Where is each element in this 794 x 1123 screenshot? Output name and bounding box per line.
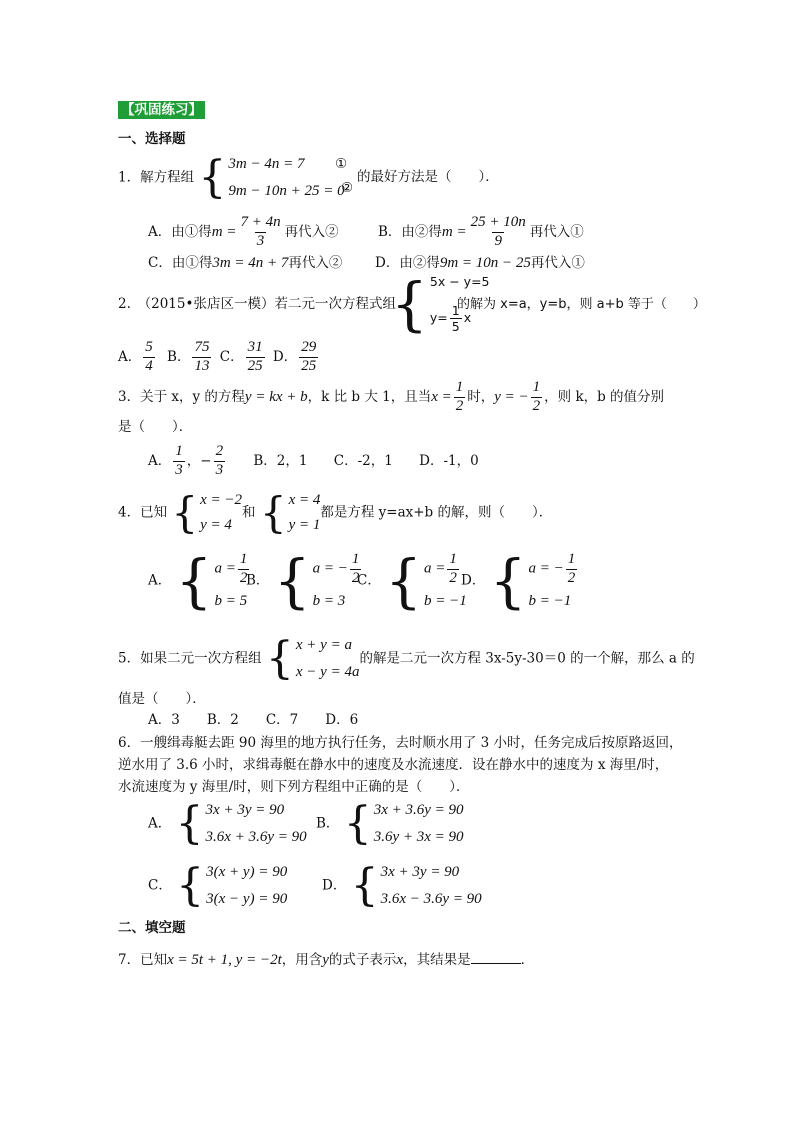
- q2-option-c-fraction: [246, 340, 265, 375]
- q3-equation: y = kx + b: [244, 388, 308, 405]
- fraction-denominator: 2: [449, 569, 457, 586]
- fraction-denominator: 2: [455, 397, 464, 414]
- q7-end: ．: [520, 952, 535, 968]
- q4-option-d: [461, 547, 579, 615]
- fraction-numerator: 1: [239, 551, 248, 567]
- fraction-numerator: 25 + 10n: [470, 214, 526, 230]
- a-eq: a = −: [528, 560, 564, 577]
- system-line-1: [529, 552, 580, 587]
- q4-option-c-label: C．: [357, 572, 381, 589]
- system-lines: [379, 864, 482, 908]
- q2-prefix: 2. （2015•张店区一模）若二元一次方程式组: [118, 296, 396, 312]
- fraction-denominator: 3: [175, 461, 183, 478]
- q2-brace: {: [391, 270, 428, 338]
- brace: {: [175, 547, 213, 615]
- q1-equation-2: 9m − 10n + 25 = 0: [228, 182, 345, 199]
- practice-heading: [118, 104, 205, 118]
- q7-var-x: x: [396, 952, 404, 968]
- q4-s2-eq1: x = 4: [288, 492, 321, 508]
- fraction-numerator: 1: [567, 551, 576, 567]
- q2-eq2-lhs: y=: [429, 309, 448, 325]
- system-line-1: 3x + 3.6y = 90: [373, 802, 464, 818]
- fraction-denominator: 2: [239, 569, 248, 586]
- q6-option-c-system: [176, 860, 288, 911]
- fraction-numerator: 75: [194, 339, 210, 355]
- system-line-2: b = −1: [424, 592, 467, 609]
- q7-mid2: 的式子表示: [328, 952, 397, 968]
- q6-option-c-label: C．: [148, 877, 172, 894]
- q6-line-2: 逆水用了 3.6 小时，求缉毒艇在静水中的速度及水流速度．设在静水中的速度为 x 海里/时，: [118, 757, 669, 773]
- q4-system-1: [171, 488, 243, 537]
- q3-suffix: ，则 k，b 的值分别: [544, 388, 665, 405]
- system-line-2: b = −1: [528, 592, 572, 609]
- q5-eq2: x − y = 4a: [295, 663, 360, 680]
- q2-equation-1: 5x − y=5: [429, 274, 490, 289]
- q6-line-1: 6．一艘缉毒艇去距 90 海里的地方执行任务，去时顺水用了 3 小时，任务完成后按原路返回，: [118, 735, 683, 751]
- q6-option-b: [316, 798, 464, 849]
- q4-brace-1: {: [171, 488, 199, 537]
- system-line-1: [313, 552, 364, 587]
- fraction-numerator: 1: [455, 379, 464, 395]
- brace: {: [175, 798, 204, 849]
- q1-option-d-label: D．由②得: [375, 255, 440, 271]
- q6-option-a: [148, 798, 307, 849]
- brace: {: [343, 798, 372, 849]
- q4-s1-eq1: x = −2: [200, 492, 243, 508]
- q3-y-fraction: [531, 380, 543, 415]
- q1-suffix: 的最好方法是（ ）．: [357, 169, 499, 185]
- fraction-denominator: 9: [494, 232, 502, 249]
- q1-option-c: [148, 256, 342, 271]
- fraction-denominator: 5: [451, 318, 460, 334]
- q1-mark-1: ①: [335, 156, 348, 172]
- system-lines: [527, 552, 580, 610]
- q4-option-b-system: [273, 547, 364, 615]
- q1-option-c-label: C．由①得: [148, 255, 213, 271]
- fraction-numerator: 1: [351, 551, 360, 567]
- q4-option-b: [246, 547, 363, 615]
- q1-option-d-math: 9m = 10n − 25: [439, 255, 531, 271]
- a-eq: a =: [424, 560, 446, 577]
- q5-suffix: 的解是二元一次方程 3x-5y-30＝0 的一个解，那么 a 的: [359, 650, 695, 667]
- fraction: [566, 552, 578, 587]
- q2-option-d-fraction: [299, 340, 318, 375]
- section-fill-title: 二、填空题: [118, 920, 186, 936]
- fraction-denominator: 2: [532, 397, 541, 414]
- q6-option-d-system: [350, 860, 482, 911]
- q1-number: 1．: [118, 169, 141, 186]
- q2-option-b-label: B．: [167, 348, 191, 365]
- q6-option-c: [148, 860, 288, 911]
- fraction-numerator: 1: [175, 443, 183, 459]
- q3-options: [148, 444, 479, 479]
- q1-equation-1: 3m − 4n = 7: [228, 156, 305, 172]
- q1-prefix: 解方程组: [140, 169, 195, 186]
- system-line-1: 3(x + y) = 90: [206, 864, 288, 880]
- q1-option-b-post: 再代入①: [529, 223, 584, 240]
- q3-x-fraction: [454, 380, 466, 415]
- fraction-denominator: 2: [351, 569, 360, 586]
- q3-option-a-sep: ，−: [186, 452, 212, 469]
- q2-eq2-var: x: [463, 309, 472, 325]
- q7-answer-blank[interactable]: [471, 951, 521, 964]
- fraction-denominator: 25: [247, 357, 263, 374]
- q2-option-a-label: A．: [118, 348, 142, 365]
- q1-system: [198, 152, 345, 203]
- q4-option-c: [357, 547, 467, 615]
- fraction-numerator: 1: [449, 551, 457, 567]
- fraction-denominator: 3: [256, 232, 265, 249]
- q1-mark-2: ②: [341, 180, 354, 196]
- system-line-2: b = 3: [312, 592, 346, 609]
- q5-options: A．3 B．2 C．7 D．6: [148, 712, 359, 728]
- brace: {: [350, 860, 379, 911]
- fraction: [447, 552, 459, 587]
- q1-system-lines: [226, 156, 344, 200]
- q4-option-a-system: [175, 547, 252, 615]
- fraction-denominator: 4: [145, 357, 153, 374]
- fraction-numerator: 1: [532, 379, 541, 395]
- q7-prefix: 7．已知: [118, 952, 168, 968]
- q2-option-c-label: C．: [219, 348, 244, 365]
- brace: {: [176, 860, 205, 911]
- system-lines: [204, 802, 307, 846]
- system-lines: [372, 802, 464, 846]
- q3-option-a-fraction-1: [173, 444, 185, 479]
- fraction-numerator: 5: [145, 339, 153, 355]
- system-lines: [311, 552, 364, 610]
- q5-system: [265, 633, 360, 684]
- q4-s2-eq2: y = 1: [288, 516, 321, 533]
- q1-option-a-fraction: [238, 215, 282, 250]
- q4-option-d-label: D．: [461, 572, 486, 589]
- fraction-denominator: 3: [215, 461, 224, 478]
- system-lines: [204, 864, 287, 908]
- brace: {: [385, 547, 423, 615]
- q6-line-3: 水流速度为 y 海里/时，则下列方程组中正确的是（ ）．: [118, 779, 470, 795]
- system-line-2: 3.6y + 3x = 90: [373, 828, 464, 845]
- fraction-numerator: 2: [215, 443, 224, 459]
- q5-prefix: 5．如果二元一次方程组: [118, 650, 262, 667]
- q4-option-a-label: A．: [148, 572, 172, 589]
- q5-brace: {: [265, 633, 294, 684]
- q3-option-d: D．-1，0: [419, 452, 479, 469]
- q1-option-b: [378, 215, 584, 250]
- fraction-denominator: 13: [194, 357, 210, 374]
- q3-option-a-label: A．: [148, 452, 172, 469]
- system-line-2: 3.6x − 3.6y = 90: [380, 890, 482, 907]
- q6-option-d-label: D．: [322, 877, 347, 894]
- q1-option-a-label: A．由①得: [148, 223, 212, 240]
- system-line-1: 3x + 3y = 90: [380, 864, 460, 880]
- q4-system-1-lines: [198, 492, 242, 534]
- fraction-numerator: 29: [301, 339, 317, 355]
- q4-option-d-system: [489, 547, 580, 615]
- q2-option-d-label: D．: [272, 348, 298, 365]
- q4-brace-2: {: [259, 488, 287, 537]
- q1-option-b-fraction: [469, 215, 528, 250]
- question-7: [118, 951, 534, 968]
- q7-var-y: y: [322, 952, 329, 968]
- q4-system-2: [259, 488, 321, 537]
- q4-suffix: 都是方程 y=ax+b 的解，则（ ）．: [320, 504, 553, 521]
- q6-option-b-system: [343, 798, 464, 849]
- q1-option-a-lhs: m =: [211, 223, 237, 240]
- brace: {: [273, 547, 311, 615]
- fraction-numerator: 7 + 4n: [240, 214, 281, 230]
- q3-when: 时，: [467, 388, 495, 405]
- q1-option-a: [148, 215, 339, 250]
- q4-option-a: [148, 547, 251, 615]
- q2-suffix: 的解为 x=a，y=b，则 a+b 等于（ ）: [457, 297, 706, 312]
- fraction-numerator: 31: [247, 339, 263, 355]
- q3-option-a-fraction-2: [214, 444, 226, 479]
- q1-option-c-math: 3m = 4n + 7: [212, 255, 289, 271]
- q4-s1-eq2: y = 4: [200, 516, 232, 533]
- question-4: [118, 488, 553, 537]
- question-1: [118, 152, 348, 203]
- q5-line-2: 值是（ ）．: [118, 691, 206, 707]
- practice-heading-label: 【巩固练习】: [118, 101, 205, 119]
- fraction-denominator: 25: [301, 357, 317, 374]
- system-line-2: 3.6x + 3.6y = 90: [205, 828, 307, 845]
- fraction-denominator: 2: [567, 569, 576, 586]
- q3-option-b: B．2，1: [253, 452, 308, 469]
- q5-system-lines: [294, 637, 360, 681]
- q2-option-b-fraction: [192, 340, 211, 375]
- q3-y-eq: y = −: [494, 388, 529, 405]
- question-5: [118, 633, 695, 684]
- section-choice-title: 一、选择题: [118, 131, 186, 147]
- q6-option-a-system: [175, 798, 307, 849]
- q4-and: 和: [242, 504, 256, 521]
- q1-option-b-lhs: m =: [441, 223, 467, 240]
- q5-eq1: x + y = a: [295, 637, 352, 653]
- q2-option-a-fraction: [143, 340, 155, 375]
- system-line-2: 3(x − y) = 90: [206, 890, 288, 907]
- q3-option-c: C．-2，1: [333, 452, 393, 469]
- q3-prefix: 3．关于 x，y 的方程: [118, 388, 245, 405]
- q4-option-c-system: [385, 547, 467, 615]
- q1-brace: {: [198, 152, 227, 203]
- q1-option-a-post: 再代入②: [284, 223, 339, 240]
- q4-option-b-label: B．: [246, 572, 270, 589]
- a-eq: a = −: [312, 560, 348, 577]
- q1-option-d: [375, 256, 585, 271]
- q6-option-a-label: A．: [148, 815, 172, 832]
- question-3: [118, 380, 664, 415]
- system-line-2: b = 5: [214, 592, 248, 609]
- q2-options: [118, 340, 320, 375]
- q1-option-d-post: 再代入①: [530, 255, 585, 271]
- q7-suffix: ，其结果是: [403, 952, 471, 968]
- q4-system-2-lines: [287, 492, 321, 534]
- q1-option-b-label: B．由②得: [378, 223, 442, 240]
- a-eq: a =: [214, 560, 236, 577]
- q1-option-c-post: 再代入②: [288, 255, 343, 271]
- q4-prefix: 4．已知: [118, 504, 168, 521]
- q6-option-b-label: B．: [316, 815, 340, 832]
- q7-math: x = 5t + 1, y = −2t: [167, 952, 282, 968]
- brace: {: [489, 547, 527, 615]
- system-line-1: 3x + 3y = 90: [205, 802, 285, 818]
- q7-mid: ，用含: [281, 952, 323, 968]
- q3-line-2: 是（ ）．: [118, 419, 193, 435]
- q6-option-d: [322, 860, 482, 911]
- q3-x-eq: x =: [431, 388, 452, 405]
- q3-mid: ，k 比 b 大 1，且当: [307, 388, 432, 405]
- fraction-numerator: 1: [451, 302, 460, 318]
